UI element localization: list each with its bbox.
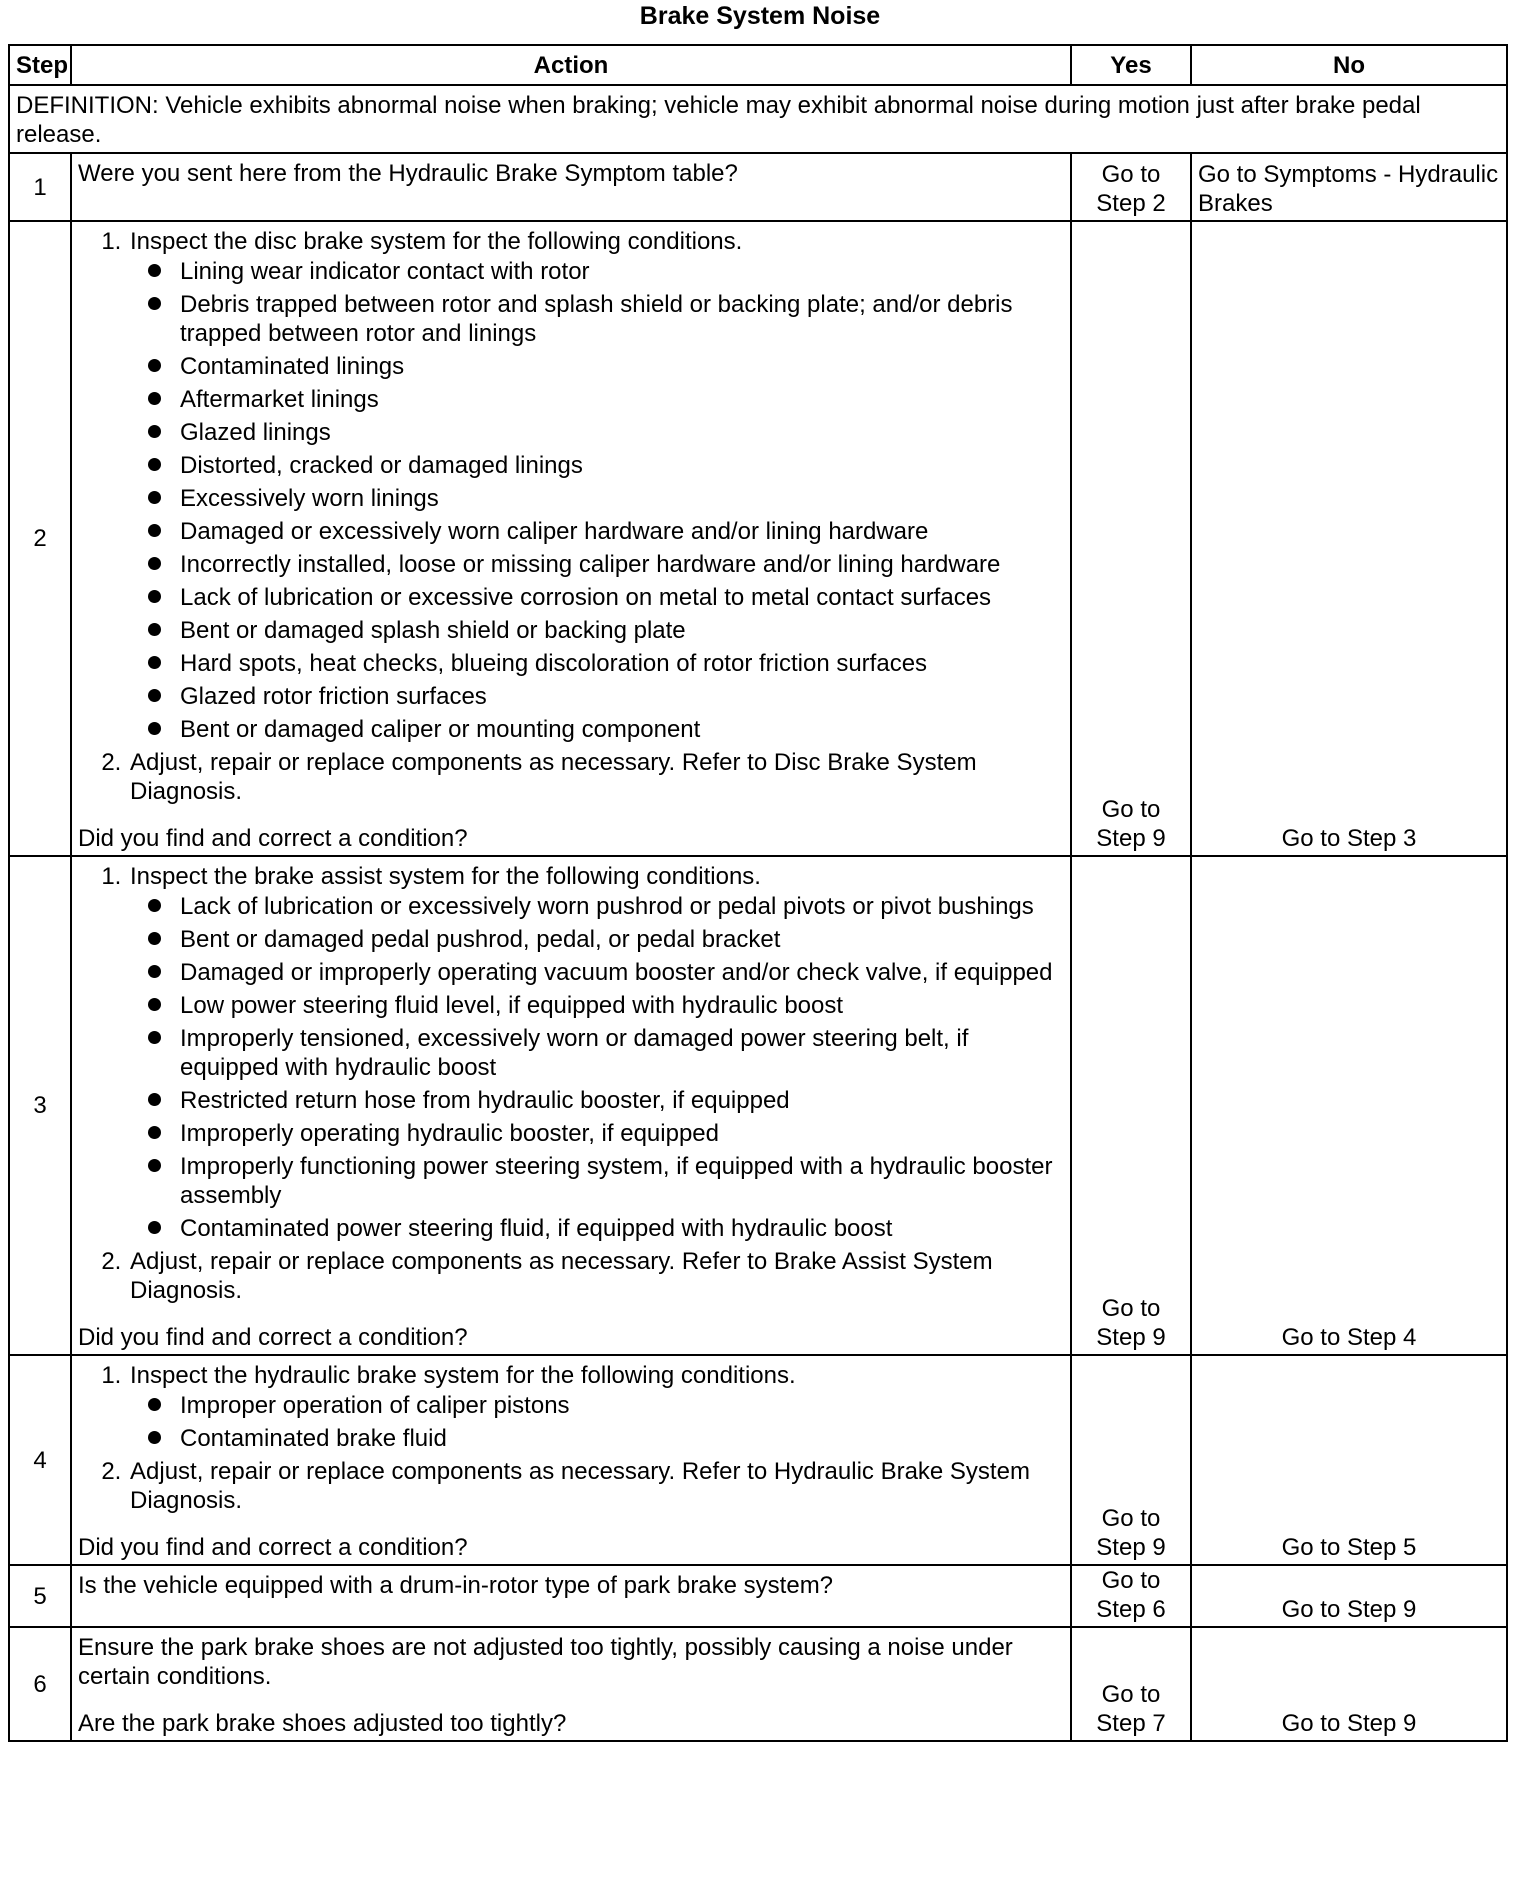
condition-text: Bent or damaged splash shield or backing plate <box>180 617 686 644</box>
action-steps <box>78 1361 1064 1515</box>
condition-item <box>130 1424 1064 1453</box>
bullet-icon <box>148 392 161 405</box>
condition-item <box>130 550 1064 579</box>
condition-item <box>130 616 1064 645</box>
condition-item <box>130 715 1064 744</box>
action-question: Did you find and correct a condition? <box>78 1324 468 1351</box>
condition-item <box>130 1391 1064 1420</box>
condition-item <box>130 1119 1064 1148</box>
condition-text: Aftermarket linings <box>180 386 379 413</box>
table-row-step-1 <box>9 153 1507 221</box>
bullet-icon <box>148 1431 161 1444</box>
bullet-icon <box>148 425 161 438</box>
bullet-icon <box>148 1398 161 1411</box>
bullet-icon <box>148 1159 161 1172</box>
condition-item <box>130 925 1064 954</box>
bullet-icon <box>148 965 161 978</box>
bullet-icon <box>148 932 161 945</box>
bullet-icon <box>148 557 161 570</box>
bullet-icon <box>148 1031 161 1044</box>
bullet-icon <box>148 264 161 277</box>
inspect-text: Inspect the brake assist system for the following conditions. <box>130 863 761 890</box>
action-question: Did you find and correct a condition? <box>78 1534 468 1561</box>
action-cell <box>71 1627 1071 1741</box>
step-number: 2 <box>9 221 71 856</box>
action-question: Were you sent here from the Hydraulic Brake Symptom table? <box>71 153 1071 221</box>
step-number: 5 <box>9 1565 71 1627</box>
no-result: Go to Step 4 <box>1191 856 1507 1355</box>
yes-result: Go to Step 2 <box>1071 153 1191 221</box>
bullet-icon <box>148 491 161 504</box>
condition-text: Improperly operating hydraulic booster, if equipped <box>180 1120 719 1147</box>
header-yes: Yes <box>1071 45 1191 85</box>
step-number: 3 <box>9 856 71 1355</box>
adjust-step: 2. Adjust, repair or replace components as necessary. Refer to Hydraulic Brake System Diagnosis. <box>128 1457 1064 1515</box>
inspect-text: Inspect the disc brake system for the following conditions. <box>130 228 743 255</box>
condition-item <box>130 451 1064 480</box>
inspect-step <box>128 227 1064 744</box>
condition-item <box>130 385 1064 414</box>
header-action: Action <box>71 45 1071 85</box>
condition-text: Debris trapped between rotor and splash shield or backing plate; and/or debris trapped between rotor and linings <box>180 291 1013 347</box>
condition-text: Hard spots, heat checks, blueing discoloration of rotor friction surfaces <box>180 650 928 677</box>
condition-item <box>130 1024 1064 1082</box>
table-row-step-4 <box>9 1355 1507 1565</box>
yes-result: Go to Step 9 <box>1071 221 1191 856</box>
action-question: Is the vehicle equipped with a drum-in-rotor type of park brake system? <box>71 1565 1071 1627</box>
condition-text: Restricted return hose from hydraulic booster, if equipped <box>180 1087 790 1114</box>
condition-text: Damaged or improperly operating vacuum booster and/or check valve, if equipped <box>180 959 1053 986</box>
bullet-icon <box>148 1126 161 1139</box>
action-note: Ensure the park brake shoes are not adjusted too tightly, possibly causing a noise under certain conditions. <box>78 1634 1013 1690</box>
condition-text: Low power steering fluid level, if equipped with hydraulic boost <box>180 992 844 1019</box>
bullet-icon <box>148 689 161 702</box>
adjust-step: 2. Adjust, repair or replace components as necessary. Refer to Brake Assist System Diagnosis. <box>128 1247 1064 1305</box>
no-result: Go to Step 5 <box>1191 1355 1507 1565</box>
action-steps <box>78 227 1064 806</box>
conditions-list <box>130 257 1064 744</box>
condition-text: Contaminated brake fluid <box>180 1425 447 1452</box>
bullet-icon <box>148 998 161 1011</box>
bullet-icon <box>148 458 161 471</box>
condition-text: Glazed linings <box>180 419 331 446</box>
no-result: Go to Step 9 <box>1191 1627 1507 1741</box>
inspect-step <box>128 862 1064 1243</box>
condition-text: Improperly functioning power steering system, if equipped with a hydraulic booster assembly <box>180 1153 1053 1209</box>
bullet-icon <box>148 359 161 372</box>
condition-item <box>130 892 1064 921</box>
bullet-icon <box>148 524 161 537</box>
step-number: 4 <box>9 1355 71 1565</box>
definition-text: DEFINITION: Vehicle exhibits abnormal noise when braking; vehicle may exhibit abnormal noise during motion just after brake pedal release. <box>9 85 1507 153</box>
condition-text: Improperly tensioned, excessively worn or damaged power steering belt, if equipped with hydraulic boost <box>180 1025 969 1081</box>
table-header-row <box>9 45 1507 85</box>
condition-item <box>130 583 1064 612</box>
condition-item <box>130 1214 1064 1243</box>
condition-item <box>130 649 1064 678</box>
condition-text: Glazed rotor friction surfaces <box>180 683 487 710</box>
action-cell <box>71 1355 1071 1565</box>
inspect-text: Inspect the hydraulic brake system for the following conditions. <box>130 1362 796 1389</box>
yes-result: Go to Step 6 <box>1071 1565 1191 1627</box>
condition-text: Lack of lubrication or excessively worn pushrod or pedal pivots or pivot bushings <box>180 893 1034 920</box>
bullet-icon <box>148 722 161 735</box>
adjust-step: 2. Adjust, repair or replace components as necessary. Refer to Disc Brake System Diagnosis. <box>128 748 1064 806</box>
conditions-list <box>130 1391 1064 1453</box>
condition-item <box>130 290 1064 348</box>
action-question: Did you find and correct a condition? <box>78 825 468 852</box>
inspect-step <box>128 1361 1064 1453</box>
condition-item <box>130 1086 1064 1115</box>
yes-result: Go to Step 7 <box>1071 1627 1191 1741</box>
table-row-step-5 <box>9 1565 1507 1627</box>
bullet-icon <box>148 297 161 310</box>
bullet-icon <box>148 590 161 603</box>
action-question: Are the park brake shoes adjusted too tightly? <box>78 1710 567 1737</box>
conditions-list <box>130 892 1064 1243</box>
table-row-step-3 <box>9 856 1507 1355</box>
bullet-icon <box>148 1221 161 1234</box>
condition-text: Improper operation of caliper pistons <box>180 1392 570 1419</box>
step-number: 6 <box>9 1627 71 1741</box>
condition-text: Lack of lubrication or excessive corrosion on metal to metal contact surfaces <box>180 584 992 611</box>
condition-text: Incorrectly installed, loose or missing caliper hardware and/or lining hardware <box>180 551 1001 578</box>
no-result: Go to Step 9 <box>1191 1565 1507 1627</box>
condition-text: Distorted, cracked or damaged linings <box>180 452 583 479</box>
step-number: 1 <box>9 153 71 221</box>
no-result: Go to Symptoms - Hydraulic Brakes <box>1191 153 1507 221</box>
header-step: Step <box>9 45 71 85</box>
condition-item <box>130 257 1064 286</box>
condition-text: Excessively worn linings <box>180 485 439 512</box>
action-steps <box>78 862 1064 1305</box>
condition-text: Lining wear indicator contact with rotor <box>180 258 590 285</box>
condition-text: Contaminated power steering fluid, if equipped with hydraulic boost <box>180 1215 893 1242</box>
table-row-step-2 <box>9 221 1507 856</box>
condition-text: Bent or damaged caliper or mounting component <box>180 716 701 743</box>
condition-item <box>130 682 1064 711</box>
table-row-step-6 <box>9 1627 1507 1741</box>
condition-item <box>130 352 1064 381</box>
header-no: No <box>1191 45 1507 85</box>
condition-item <box>130 958 1064 987</box>
condition-text: Damaged or excessively worn caliper hardware and/or lining hardware <box>180 518 929 545</box>
condition-item <box>130 517 1064 546</box>
condition-item <box>130 484 1064 513</box>
action-cell <box>71 221 1071 856</box>
bullet-icon <box>148 1093 161 1106</box>
diagnostic-table <box>8 44 1508 1742</box>
condition-text: Bent or damaged pedal pushrod, pedal, or pedal bracket <box>180 926 781 953</box>
yes-result: Go to Step 9 <box>1071 856 1191 1355</box>
bullet-icon <box>148 899 161 912</box>
page-title: Brake System Noise <box>639 2 881 30</box>
no-result: Go to Step 3 <box>1191 221 1507 856</box>
condition-text: Contaminated linings <box>180 353 405 380</box>
condition-item <box>130 991 1064 1020</box>
condition-item <box>130 1152 1064 1210</box>
condition-item <box>130 418 1064 447</box>
bullet-icon <box>148 656 161 669</box>
action-cell <box>71 856 1071 1355</box>
bullet-icon <box>148 623 161 636</box>
yes-result: Go to Step 9 <box>1071 1355 1191 1565</box>
definition-row <box>9 85 1507 153</box>
